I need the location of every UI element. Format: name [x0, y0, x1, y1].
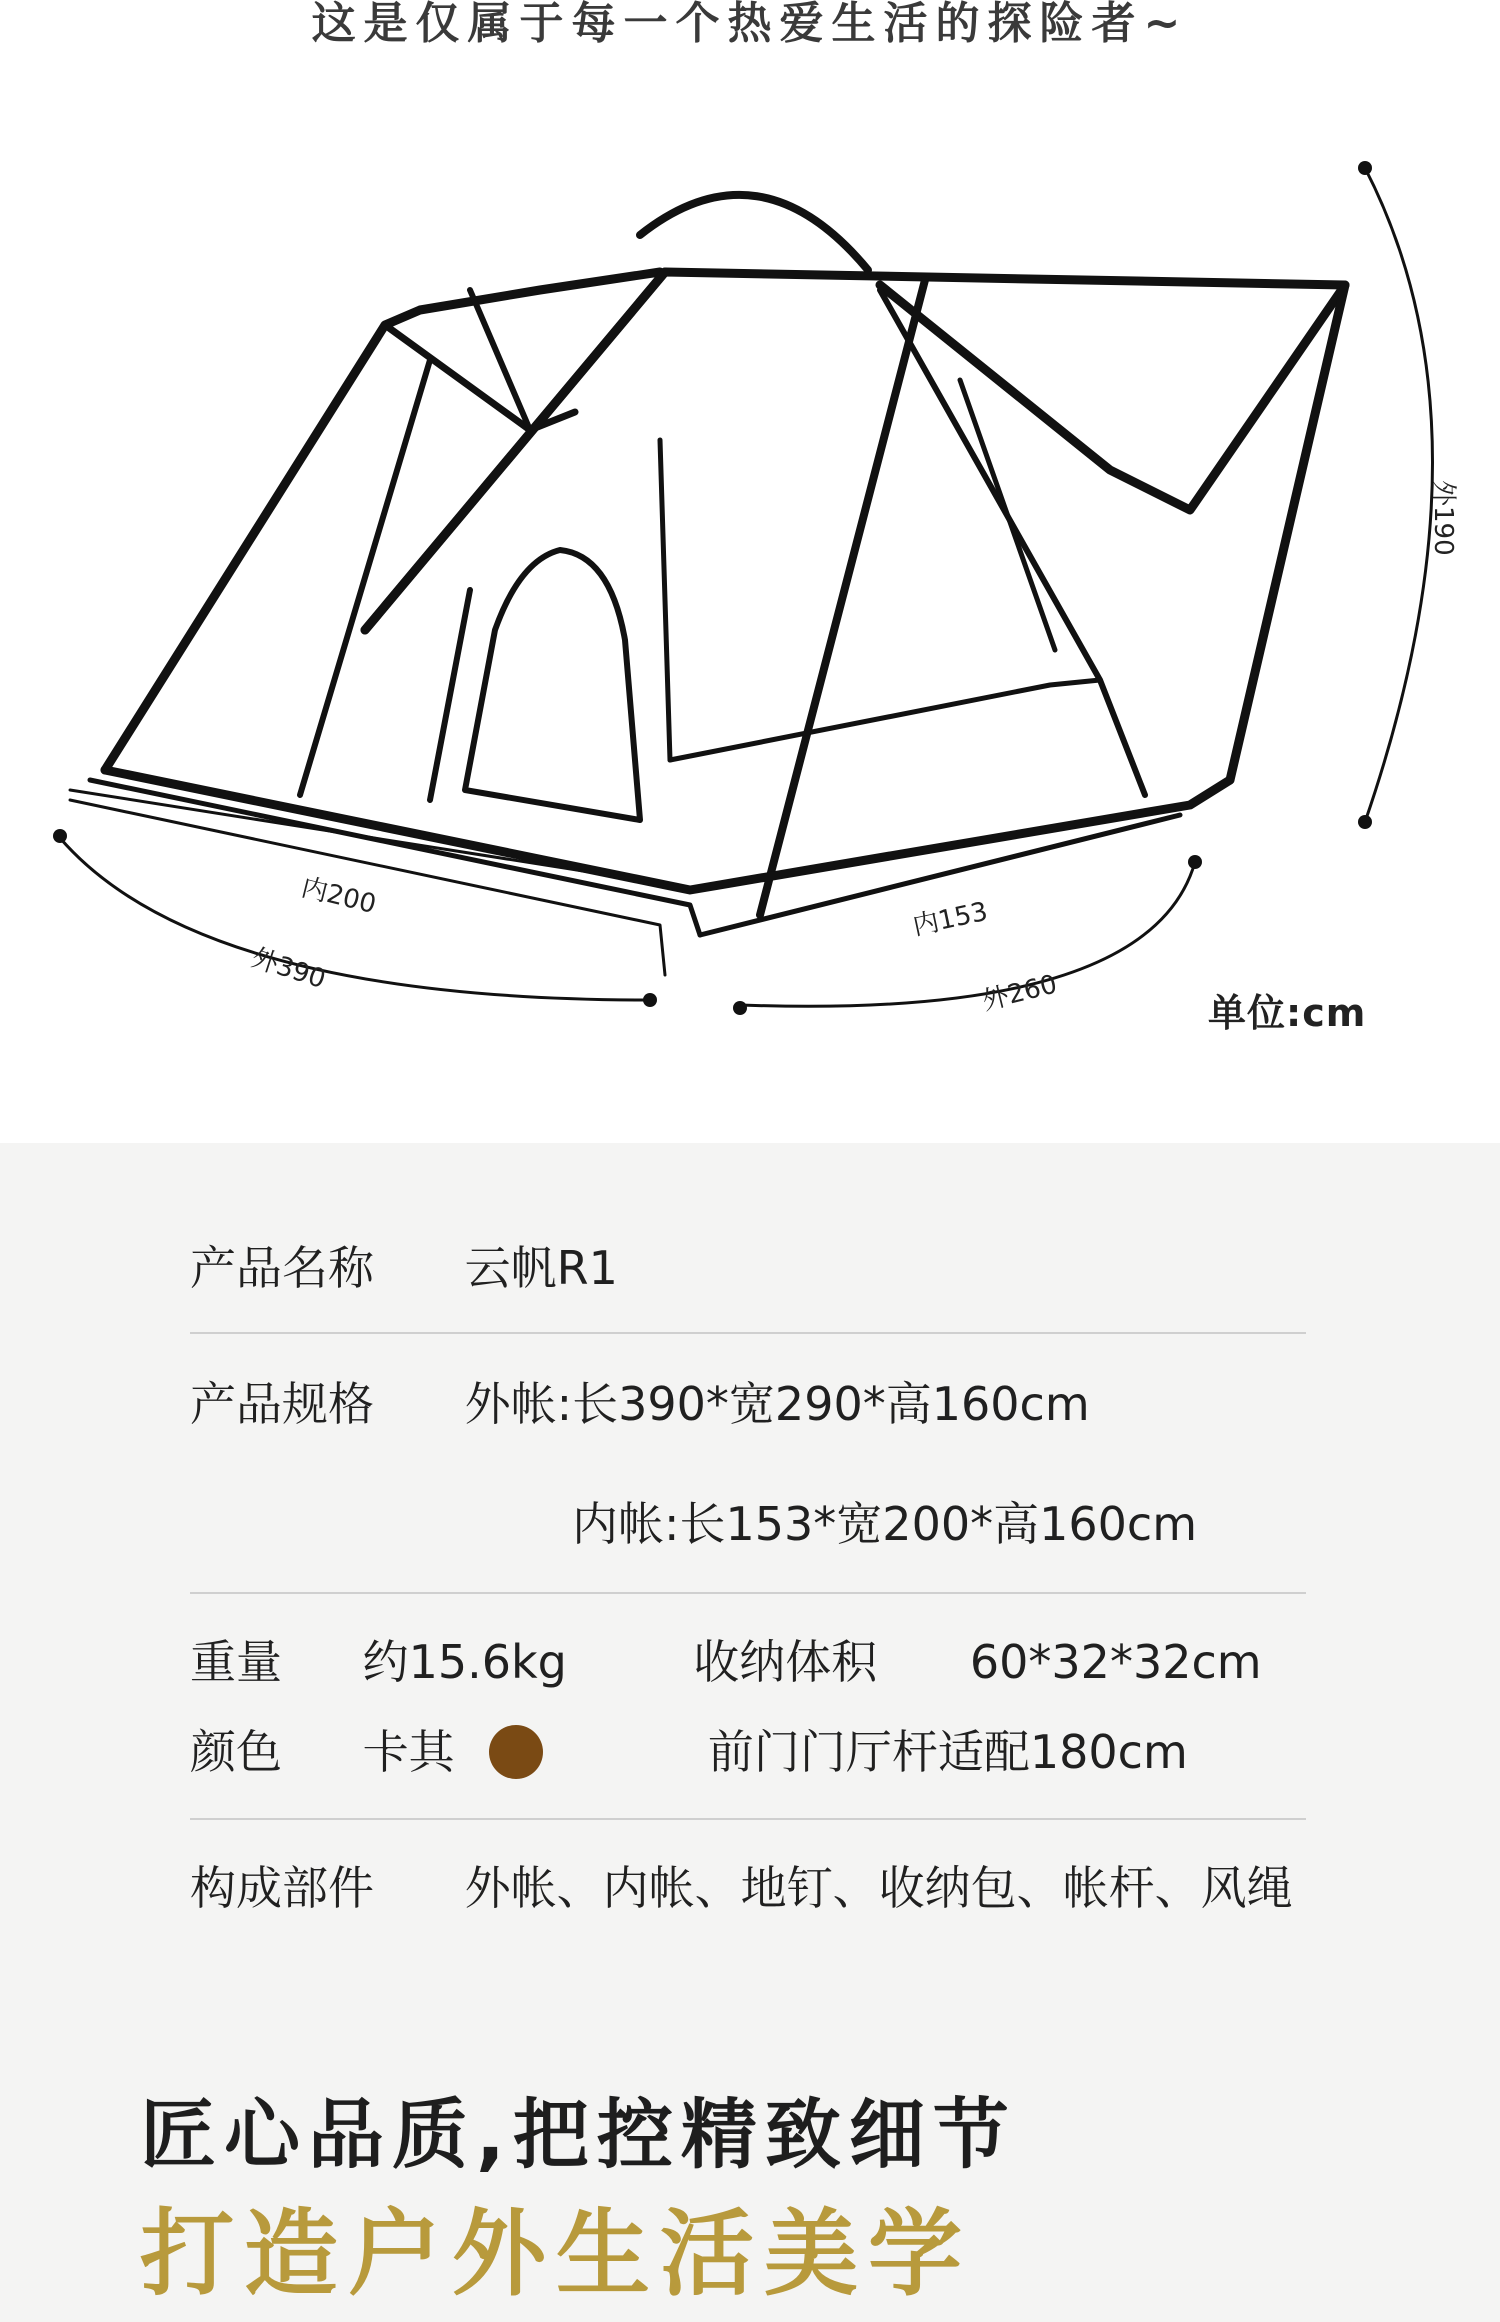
divider	[190, 1332, 1306, 1334]
volume-value: 60*32*32cm	[969, 1635, 1262, 1689]
divider	[190, 1592, 1306, 1594]
divider	[190, 1818, 1306, 1820]
outer-height-label: 外190	[1428, 480, 1458, 556]
slogan-line-1: 匠心品质,把控精致细节	[140, 2090, 1017, 2179]
spec-label: 产品规格	[190, 1377, 374, 1431]
spec-row-inner	[572, 1494, 1197, 1554]
spec-row-parts	[190, 1858, 1293, 1918]
spec-inner-value: 内帐:长153*宽200*高160cm	[572, 1497, 1197, 1551]
name-value: 云帆R1	[464, 1241, 618, 1295]
diagram-section	[0, 0, 1500, 1143]
inner-width-label: 内153	[910, 896, 991, 942]
tagline: 这是仅属于每一个热爱生活的探险者~	[311, 0, 1189, 49]
tent-line-drawing	[0, 0, 1500, 1143]
spec-row-name	[190, 1238, 618, 1298]
spec-row-color	[190, 1722, 1188, 1783]
weight-label: 重量	[190, 1635, 282, 1689]
name-label: 产品名称	[190, 1241, 374, 1295]
pole-note: 前门门厅杆适配180cm	[707, 1725, 1188, 1779]
color-value: 卡其	[362, 1725, 455, 1779]
parts-label: 构成部件	[190, 1861, 374, 1915]
inner-length-label: 内200	[298, 872, 379, 921]
spec-outer-value: 外帐:长390*宽290*高160cm	[464, 1377, 1090, 1431]
weight-value: 约15.6kg	[362, 1635, 567, 1689]
color-label: 颜色	[190, 1725, 282, 1779]
outer-length-label: 外390	[247, 943, 330, 996]
spec-row-size	[190, 1374, 1090, 1434]
color-swatch	[489, 1725, 543, 1779]
volume-label: 收纳体积	[693, 1635, 878, 1689]
slogan-line-2: 打造户外生活美学	[140, 2200, 973, 2309]
unit-label: 单位:cm	[1208, 991, 1367, 1035]
parts-value: 外帐、内帐、地钉、收纳包、帐杆、风绳	[464, 1861, 1293, 1915]
spec-row-weight	[190, 1632, 1262, 1692]
outer-width-label: 外260	[979, 969, 1061, 1017]
